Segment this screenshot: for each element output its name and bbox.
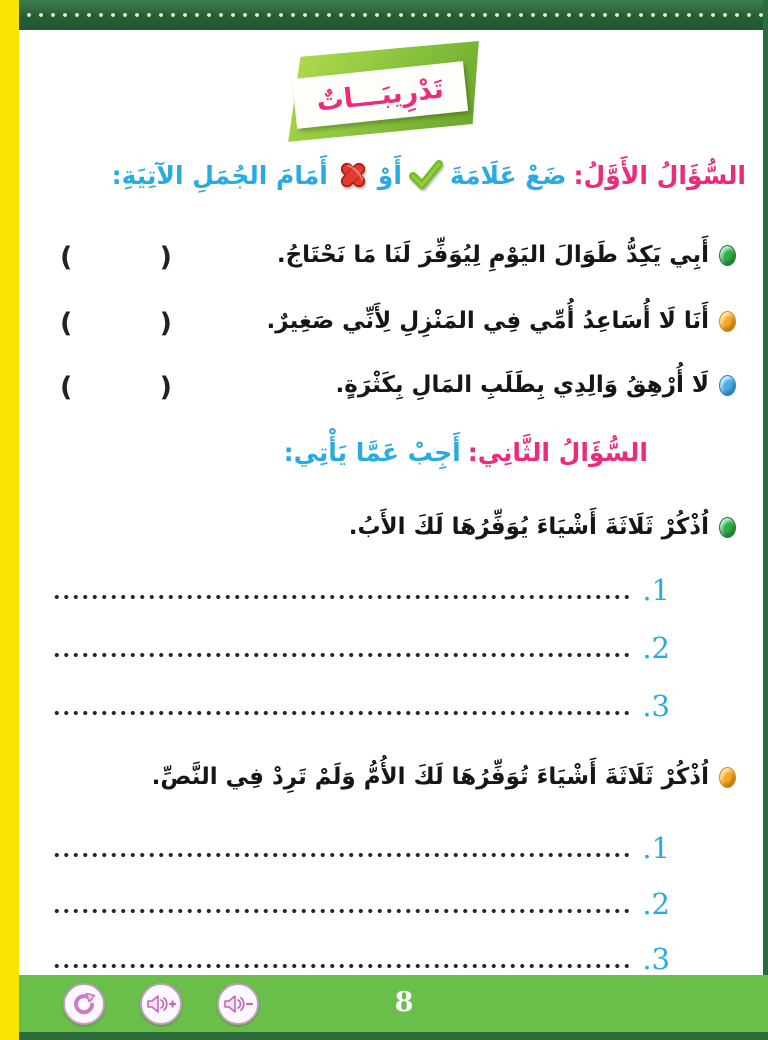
question-2-title: السُّؤَالُ الثَّانِي: (467, 438, 648, 467)
answer-line-number: .2 (642, 886, 670, 921)
volume-down-icon (223, 993, 253, 1015)
statement-row-2 (38, 308, 736, 354)
dotted-answer-rule (52, 961, 630, 971)
top-dotted-bar (19, 0, 768, 30)
answer-line-number: .2 (642, 630, 670, 665)
statement-2-text: أَنَا لَا أُسَاعِدُ أُمِّي فِي المَنْزِلِ لِأَنِّي صَغِيرٌ. (266, 308, 709, 334)
blue-bullet-icon (719, 375, 736, 396)
question-1-or-word: أَوْ (377, 160, 402, 190)
dotted-answer-rule (52, 850, 630, 860)
q2-item-b-row (38, 752, 736, 802)
paren-open: ( (60, 308, 73, 339)
dotted-answer-rule (52, 650, 630, 660)
paren-close: ) (159, 308, 172, 339)
answer-line-b3[interactable] (52, 941, 670, 977)
green-bullet-icon (719, 245, 736, 266)
answer-line-number: .1 (642, 830, 670, 865)
paren-open: ( (60, 242, 73, 273)
answer-line-number: .1 (642, 572, 670, 607)
q2-item-b-text: اُذْكُرْ ثَلَاثَةَ أَشْيَاءَ تُوَفِّرُهَا لَكَ الأُمُّ وَلَمْ تَرِدْ فِي النَّصِّ. (151, 764, 709, 790)
exercises-banner (282, 40, 487, 145)
answer-parentheses-1[interactable] (60, 242, 172, 273)
check-mark-icon (409, 160, 443, 190)
answer-line-number: .3 (642, 688, 670, 723)
orange-bullet-icon (719, 767, 736, 788)
orange-bullet-icon (719, 311, 736, 332)
cross-mark-icon (335, 158, 371, 192)
dotted-answer-rule (52, 906, 630, 916)
answer-line-a2[interactable] (52, 630, 670, 666)
paren-close: ) (159, 372, 172, 403)
volume-up-icon (146, 993, 176, 1015)
statement-3-text: لَا أُرْهِقُ وَالِدِي بِطَلَبِ المَالِ بِكَثْرَةٍ. (335, 372, 709, 398)
statement-row-1 (38, 242, 736, 288)
question-1-title: السُّؤَالُ الأَوَّلُ: (573, 160, 746, 190)
q2-item-a-text: اُذْكُرْ ثَلَاثَةَ أَشْيَاءَ يُوَفِّرُهَا لَكَ الأَبُ. (348, 514, 709, 540)
question-1-heading (112, 158, 746, 192)
question-2-instruction: أَجِبْ عَمَّا يَأْتِي: (283, 438, 461, 467)
bottom-green-strip (19, 1032, 768, 1040)
answer-line-b2[interactable] (52, 886, 670, 922)
question-2-heading (284, 438, 648, 467)
answer-line-b1[interactable] (52, 830, 670, 866)
answer-line-number: .3 (642, 941, 670, 976)
refresh-icon (71, 991, 97, 1017)
dotted-answer-rule (52, 592, 630, 602)
left-yellow-strip (0, 0, 19, 1040)
banner-title: تَدْرِيبَـــاتٌ (315, 72, 445, 118)
volume-down-button[interactable] (217, 983, 259, 1025)
q2-item-a-row (38, 502, 736, 552)
footer-toolbar (19, 975, 768, 1032)
answer-line-a3[interactable] (52, 688, 670, 724)
answer-line-a1[interactable] (52, 572, 670, 608)
paren-open: ( (60, 372, 73, 403)
right-green-strip (763, 0, 768, 1040)
volume-up-button[interactable] (140, 983, 182, 1025)
statement-row-3 (38, 372, 736, 418)
green-bullet-icon (719, 517, 736, 538)
answer-parentheses-2[interactable] (60, 308, 172, 339)
question-1-instruction-suffix: أَمَامَ الجُمَلِ الآتِيَةِ: (111, 160, 328, 190)
statement-1-text: أَبِي يَكِدُّ طَوَالَ اليَوْمِ لِيُوَفِّرَ لَنَا مَا نَحْتَاجُ. (276, 242, 709, 268)
answer-parentheses-3[interactable] (60, 372, 172, 403)
refresh-button[interactable] (63, 983, 105, 1025)
page-number: 8 (394, 987, 414, 1018)
question-1-instruction-prefix: ضَعْ عَلَامَةَ (449, 160, 567, 190)
paren-close: ) (159, 242, 172, 273)
dotted-answer-rule (52, 708, 630, 718)
